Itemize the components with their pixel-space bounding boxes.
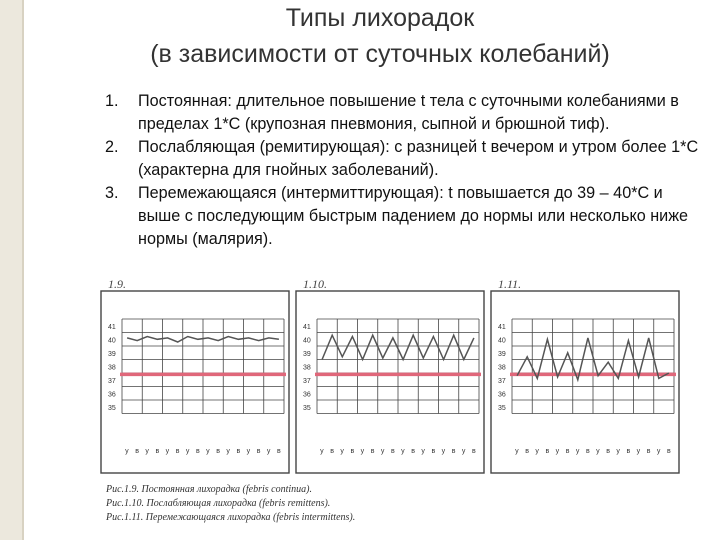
slide-subtitle: (в зависимости от суточных колебаний): [150, 40, 610, 68]
fever-type-list: [105, 90, 705, 251]
slide-left-rule: [22, 0, 24, 540]
item-name: Постоянная: [138, 92, 228, 110]
y-tick-label: 39: [108, 351, 116, 358]
x-tick-label: у: [515, 448, 519, 455]
y-tick-label: 35: [303, 405, 311, 412]
item-name: Послабляющая (ремитирующая): [138, 138, 386, 156]
x-tick-label: у: [340, 448, 344, 455]
x-tick-label: у: [401, 448, 405, 455]
y-tick-label: 41: [498, 324, 506, 331]
x-tick-label: в: [626, 448, 631, 455]
item-description: : t повышается до 39 – 40*С и выше с последующим быстрым падением до нормы или несколько ниже нормы (малярия).: [138, 184, 689, 248]
item-number: 1.: [105, 92, 119, 110]
x-tick-label: в: [135, 448, 139, 455]
x-tick-label: в: [330, 448, 334, 455]
y-tick-label: 35: [498, 405, 506, 412]
x-tick-label: у: [246, 448, 251, 455]
temperature-chart: [101, 277, 289, 473]
figure-caption: Рис.1.11. Перемежающаяся лихорадка (febris intermittens).: [106, 512, 356, 523]
x-tick-label: в: [451, 448, 456, 455]
x-tick-label: у: [421, 448, 425, 455]
x-tick-label: в: [195, 448, 200, 455]
chart-frame: [101, 291, 289, 473]
y-tick-label: 39: [498, 351, 506, 358]
figure-caption: Рис.1.10. Послабляющая лихорадка (febris remittens).: [106, 498, 331, 509]
y-tick-label: 38: [498, 364, 506, 372]
item-description: : с разницей t вечером и утром более 1*С (характерна для гнойных заболеваний).: [138, 138, 699, 179]
item-name: Перемежающаяся (интермиттирующая): [138, 184, 440, 202]
x-tick-label: в: [411, 448, 415, 455]
temperature-chart: [296, 277, 484, 473]
y-tick-label: 36: [498, 391, 506, 399]
x-tick-label: в: [646, 448, 651, 455]
list-item: [105, 136, 705, 182]
x-tick-label: у: [441, 448, 446, 455]
x-tick-label: у: [360, 448, 365, 455]
x-tick-label: в: [606, 448, 610, 455]
y-tick-label: 36: [303, 391, 311, 399]
x-tick-label: в: [565, 448, 570, 455]
y-tick-label: 38: [108, 364, 116, 372]
x-tick-label: в: [236, 448, 241, 455]
list-item: [105, 182, 705, 251]
x-tick-label: у: [636, 448, 641, 455]
x-tick-label: у: [656, 448, 661, 455]
figure-label: 1.9.: [108, 277, 126, 291]
y-tick-label: 37: [303, 378, 311, 385]
x-tick-label: в: [666, 448, 671, 455]
y-tick-label: 38: [303, 364, 311, 372]
x-tick-label: в: [350, 448, 355, 455]
x-tick-label: в: [431, 448, 436, 455]
x-tick-label: у: [616, 448, 620, 455]
figure-captions: [106, 483, 355, 525]
x-tick-label: у: [380, 448, 385, 455]
x-tick-label: у: [575, 448, 580, 455]
y-tick-label: 35: [108, 405, 116, 412]
x-tick-label: в: [155, 448, 160, 455]
temperature-chart: [491, 277, 679, 473]
y-tick-label: 37: [108, 378, 116, 385]
x-tick-label: у: [226, 448, 230, 455]
x-tick-label: в: [256, 448, 261, 455]
x-tick-label: в: [276, 448, 281, 455]
x-tick-label: в: [545, 448, 550, 455]
y-tick-label: 40: [108, 337, 116, 345]
x-tick-label: у: [535, 448, 539, 455]
x-tick-label: в: [585, 448, 590, 455]
x-tick-label: у: [461, 448, 466, 455]
x-tick-label: у: [320, 448, 324, 455]
figure-label: 1.10.: [303, 277, 327, 291]
x-tick-label: у: [145, 448, 149, 455]
x-tick-label: у: [206, 448, 210, 455]
temperature-charts: [100, 277, 690, 477]
x-tick-label: в: [175, 448, 180, 455]
x-tick-label: у: [165, 448, 170, 455]
x-tick-label: в: [216, 448, 220, 455]
item-number: 2.: [105, 138, 119, 156]
slide-left-margin: [0, 0, 22, 540]
y-tick-label: 39: [303, 351, 311, 358]
y-tick-label: 36: [108, 391, 116, 399]
y-tick-label: 40: [498, 337, 506, 345]
figure-label: 1.11.: [498, 277, 522, 291]
x-tick-label: у: [596, 448, 600, 455]
x-tick-label: у: [125, 448, 129, 455]
item-number: 3.: [105, 184, 119, 202]
x-tick-label: в: [471, 448, 476, 455]
y-tick-label: 37: [498, 378, 506, 385]
slide-title: Типы лихорадок: [285, 4, 475, 32]
x-tick-label: у: [266, 448, 271, 455]
list-item: [105, 90, 705, 136]
x-tick-label: у: [555, 448, 560, 455]
x-tick-label: в: [370, 448, 375, 455]
y-tick-label: 41: [108, 324, 116, 331]
y-tick-label: 40: [303, 337, 311, 345]
x-tick-label: в: [390, 448, 395, 455]
y-tick-label: 41: [303, 324, 311, 331]
item-description: : длительное повышение t тела с суточными колебаниями в пределах 1*С (крупозная пневмония, сыпной и брюшной тиф).: [138, 92, 679, 133]
x-tick-label: в: [525, 448, 529, 455]
figure-caption: Рис.1.9. Постоянная лихорадка (febris continua).: [106, 484, 312, 495]
x-tick-label: у: [185, 448, 190, 455]
chart-frame: [296, 291, 484, 473]
chart-frame: [491, 291, 679, 473]
